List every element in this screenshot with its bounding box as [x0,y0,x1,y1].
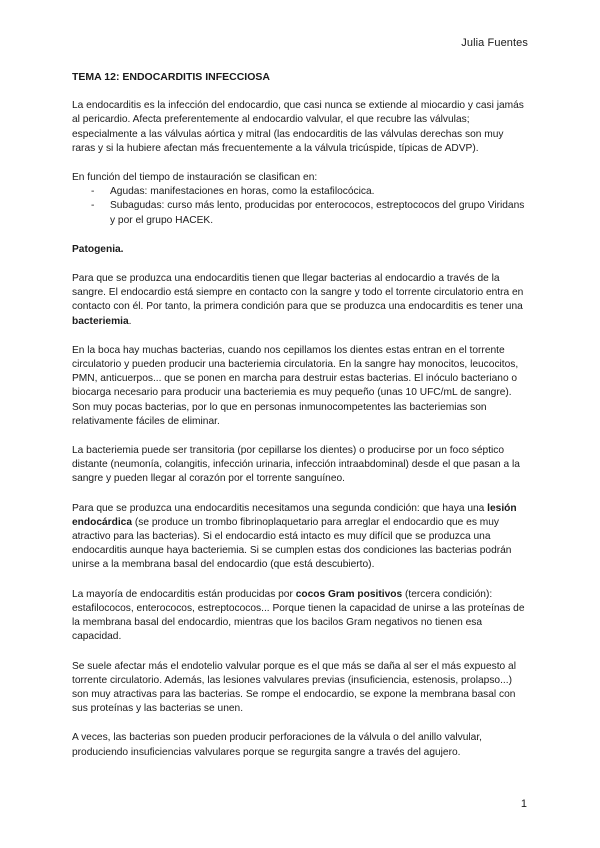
bold-term: lesión endocárdica [72,502,517,528]
pathogenesis-paragraph-3: La bacteriemia puede ser transitoria (por cepillarse los dientes) o producirse por un foco séptico distante (neumonía, colangitis, infección urinaria, infección intraabdominal) desde el que pasan a la sangre y pueden llegar al corazón por el torrente sanguíneo. [72,445,520,485]
pathogenesis-paragraph-1: Para que se produzca una endocarditis tienen que llegar bacterias al endocardio a través de la sangre. El endocardio está siempre en contacto con la sangre y todo el torrente circulatorio entra en contacto con él. Por tanto, la primera condición para que se produzca una endocarditis es tener una bacteriemia. [72,273,524,327]
intro-paragraph: La endocarditis es la infección del endocardio, que casi nunca se extiende al miocardio y casi jamás al pericardio. Afecta preferentemente al endocardio valvular, el que recubre las válvulas; especialmente a las válvulas aórtica y mitral (las endocarditis de las válvulas derechas son muy raras y si la hubiere afectan más frecuentemente a la válvula tricúspide, típicas de ADVP). [72,100,524,154]
list-item: - Agudas: manifestaciones en horas, como la estafilocócica. [110,185,528,199]
pathogenesis-paragraph-2: En la boca hay muchas bacterias, cuando nos cepillamos los dientes estas entran en el torrente circulatorio y pueden producir una bacteriemia circulatoria. En la sangre hay monocitos, leucocitos, PMN, anticuerpos... que se ponen en marcha para destruir estas bacterias. El inóculo bacteriano o biocarga necesario para producir una bacteriemia es muy pequeño (unas 10 UFC/mL de sangre). Son muy pocas bacterias, por lo que en personas inmunocompetentes las bacteriemias son relativamente fáciles de eliminar. [72,344,519,427]
bold-term: cocos Gram positivos [295,588,403,600]
pathogenesis-paragraph-4: Para que se produzca una endocarditis necesitamos una segunda condición: que haya una lesión endocárdica (se produce un trombo fibrinoplaquetario para arreglar el endocardio que es muy atractivo para las bacterias). Si el endocardio está intacto es muy difícil que se produzca una endocarditis aunque haya bacteriemia. Si se cumplen estas dos condiciones las bacterias podrán unirse a la membrana basal del endocardio (que está descubierto). [72,502,517,571]
pathogenesis-paragraph-6: Se suele afectar más el endotelio valvular porque es el que más se daña al ser el más expuesto al torrente circulatorio. Además, las lesiones valvulares previas (insuficiencia, estenosis, prolapso...) son muy atractivas para las bacterias. Se rompe el endocardio, se expone la membrana basal con sus proteínas y las bacterias se unen. [72,660,516,715]
classification-list [72,185,528,228]
document-body [72,70,528,775]
page-number: 1 [520,798,527,810]
list-item: - Subagudas: curso más lento, producidas por enterococos, estreptococos del grupo Viridans y por el grupo HACEK. [110,199,528,227]
header-author: Julia Fuentes [461,37,528,49]
document-title: TEMA 12: ENDOCARDITIS INFECCIOSA [72,71,270,83]
pathogenesis-paragraph-7: A veces, las bacterias son pueden producir perforaciones de la válvula o del anillo valvular, produciendo insuficiencias valvulares porque se regurgita sangre a través del agujero. [72,732,483,758]
pathogenesis-paragraph-5: La mayoría de endocarditis están producidas por cocos Gram positivos (tercera condición): estafilococos, enterococos, estreptococos... Porque tienen la capacidad de unirse a las proteínas de la membrana basal del endocardio, mientras que los bacilos Gram negativos no tienen esa capacidad. [72,588,525,643]
section-heading-pathogenesis: Patogenia. [72,243,124,255]
bold-term: bacteriemia [72,315,129,327]
classification-lead: En función del tiempo de instauración se clasifican en: [72,172,318,184]
